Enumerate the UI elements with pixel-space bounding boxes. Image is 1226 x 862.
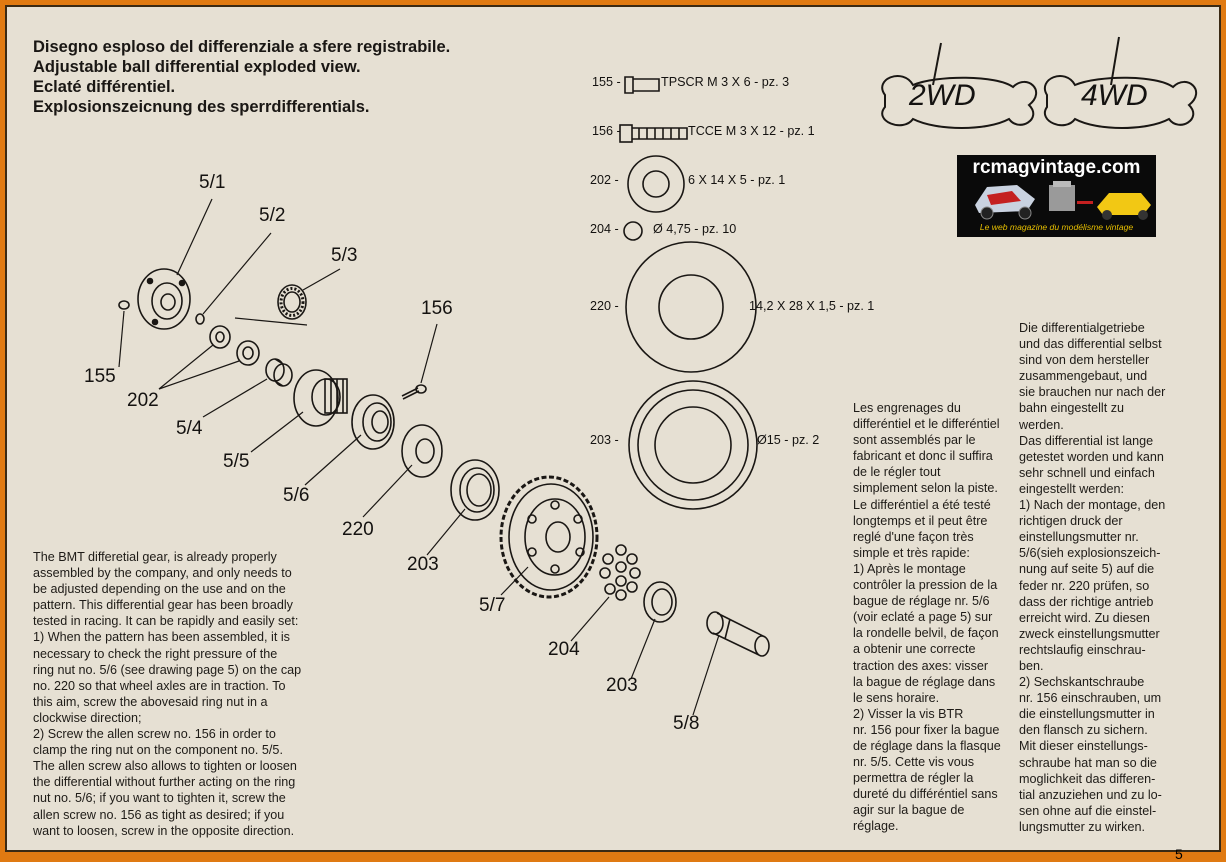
part-156-desc: TCCE M 3 X 12 - pz. 1 — [688, 124, 815, 138]
label-202: 202 — [127, 390, 159, 411]
part-5-1-cap — [138, 269, 190, 329]
de-line: tial anzuziehen und zu lo- — [1019, 787, 1162, 802]
de-line: Mit dieser einstellungs- — [1019, 739, 1148, 754]
de-line: erreicht wird. Zu diesen — [1019, 610, 1150, 625]
part-5-5-hub — [294, 370, 347, 426]
de-line: moglichkeit das differen- — [1019, 771, 1156, 786]
part-220-number: 220 - — [590, 299, 619, 313]
de-line: die einstellungsmutter in — [1019, 707, 1155, 722]
fr-line: nr. 156 pour fixer la bague — [853, 722, 1000, 737]
fr-line: dureté du différéntiel sans — [853, 787, 998, 802]
de-line: nung auf seite 5) auf die — [1019, 562, 1155, 577]
de-line: dass der richtige antrieb — [1019, 594, 1154, 609]
fr-line: contrôler la pression de la — [853, 578, 998, 593]
part-203-washer-lower — [644, 582, 676, 622]
fr-line: bague de réglage nr. 5/6 — [853, 594, 990, 609]
de-line: ben. — [1019, 658, 1044, 673]
en-line: ring nut no. 5/6 (see drawing page 5) on the cap — [33, 662, 302, 677]
label-5-3: 5/3 — [331, 245, 358, 266]
page-number: 5 — [1175, 846, 1183, 862]
de-line: 1) Nach der montage, den — [1019, 498, 1166, 513]
label-220: 220 — [342, 519, 374, 540]
de-line: richtigen druck der — [1019, 514, 1123, 529]
title-line-fr: Eclaté différentiel. — [33, 78, 176, 96]
label-156: 156 — [421, 298, 453, 319]
part-202-number: 202 - — [590, 173, 619, 187]
badge-2wd: 2WD — [909, 79, 976, 112]
fr-line: Le differéntiel a été testé — [853, 497, 991, 512]
fr-line: réglage. — [853, 819, 899, 834]
en-line: necessary to check the right pressure of the — [33, 646, 278, 661]
de-line: werden. — [1019, 417, 1064, 432]
part-5-8-shaft — [707, 612, 769, 656]
fr-line: a obtenir une correcte — [853, 642, 976, 657]
label-155: 155 — [84, 366, 116, 387]
en-line: assembled by the company, and only needs to — [33, 566, 292, 581]
de-line: eingestellt werden: — [1019, 481, 1125, 496]
en-line: be adjusted depending on the use and on the — [33, 582, 286, 597]
de-line: rechtslaufig einschrau- — [1019, 642, 1146, 657]
label-203-upper: 203 — [407, 554, 439, 575]
part-5-2-ring — [196, 314, 204, 324]
de-line: und das differential selbst — [1019, 337, 1162, 352]
fr-line: differéntiel et le differéntiel — [853, 417, 1000, 432]
logo-subtitle: Le web magazine du modélisme vintage — [979, 222, 1134, 232]
label-5-5: 5/5 — [223, 451, 250, 472]
title-line-de: Explosionszeicnung des sperrdifferentials. — [33, 98, 370, 116]
part-155-set-screw — [119, 301, 129, 309]
de-line: sind von dem hersteller — [1019, 353, 1150, 368]
de-line: nr. 156 einschrauben, um — [1019, 691, 1162, 706]
fr-line: longtemps et il peut être — [853, 513, 988, 528]
de-line: feder nr. 220 prüfen, so — [1019, 578, 1150, 593]
de-line: zusammengebaut, und — [1019, 369, 1148, 384]
en-line: clamp the ring nut on the component no. 5/5. — [33, 743, 283, 758]
en-line: clockwise direction; — [33, 710, 142, 725]
paragraph-english — [33, 549, 313, 839]
part-156-allen-screw — [402, 385, 426, 399]
fr-line: la rondelle belvil, de façon — [853, 626, 999, 641]
paragraph-french — [853, 400, 1009, 835]
de-line: einstellungsmutter nr. — [1019, 530, 1139, 545]
fr-line: permettra de régler la — [853, 771, 974, 786]
part-203-number: 203 - — [590, 433, 619, 447]
label-5-2: 5/2 — [259, 205, 286, 226]
parts-list-icons — [620, 77, 757, 509]
de-line: sehr schnell und einfach — [1019, 465, 1155, 480]
de-line: getestet worden und kann — [1019, 449, 1164, 464]
title-line-it: Disegno esploso del differenziale a sfere registrabile. — [33, 38, 451, 56]
de-line: den flansch zu sichern. — [1019, 723, 1148, 738]
fr-line: le sens horaire. — [853, 690, 940, 705]
part-5-6-ring-nut — [352, 395, 394, 449]
part-204-desc: Ø 4,75 - pz. 10 — [653, 222, 737, 236]
label-5-6: 5/6 — [283, 485, 310, 506]
en-line: the differential without further acting on the ring — [33, 775, 296, 790]
fr-line: Les engrenages du — [853, 401, 961, 415]
label-203-lower: 203 — [606, 675, 638, 696]
fr-line: reglé d'une façon très — [853, 529, 974, 544]
de-line: lungsmutter zu wirken. — [1019, 819, 1145, 834]
fr-line: nr. 5/5. Cette vis vous — [853, 755, 975, 770]
de-line: 5/6(sieh explosionszeich- — [1019, 546, 1161, 561]
fr-line: simplement selon la piste. — [853, 481, 998, 496]
de-line: Das differential ist lange — [1019, 433, 1154, 448]
fr-line: simple et très rapide: — [853, 545, 970, 560]
fr-line: 2) Visser la vis BTR — [853, 706, 964, 721]
rcmagvintage-logo — [957, 155, 1156, 237]
part-204-balls — [600, 545, 640, 600]
fr-line: sont assemblés par le — [853, 433, 976, 448]
de-line: sen ohne auf die einstel- — [1019, 803, 1157, 818]
fr-line: de le régler tout — [853, 465, 941, 480]
label-5-8: 5/8 — [673, 713, 700, 734]
part-203-desc: Ø15 - pz. 2 — [757, 433, 820, 447]
fr-line: de réglage dans la flasque — [853, 738, 1001, 753]
label-5-1: 5/1 — [199, 172, 226, 193]
fr-line: (voir eclaté a page 5) sur — [853, 610, 993, 625]
en-line: tested in racing. It can be rapidly and easily set: — [33, 614, 299, 629]
part-156-number: 156 - — [592, 124, 621, 138]
en-line: The BMT differetial gear, is already properly — [33, 550, 277, 564]
fr-line: 1) Après le montage — [853, 561, 966, 576]
en-line: allen screw no. 156 as tight as desired; if you — [33, 807, 285, 822]
badge-4wd: 4WD — [1081, 79, 1148, 112]
fr-line: fabricant et donc il suffira — [853, 449, 993, 464]
logo-title: rcmagvintage.com — [972, 157, 1141, 178]
de-line: Die differentialgetriebe — [1019, 321, 1145, 335]
en-line: this aim, screw the abovesaid ring nut in a — [33, 694, 268, 709]
en-line: want to loosen, screw in the opposite direction. — [33, 823, 295, 838]
label-5-4: 5/4 — [176, 418, 203, 439]
part-220-desc: 14,2 X 28 X 1,5 - pz. 1 — [749, 299, 875, 313]
part-204-number: 204 - — [590, 222, 619, 236]
part-5-3-bearing — [278, 285, 306, 319]
label-5-7: 5/7 — [479, 595, 506, 616]
de-line: schraube hat man so die — [1019, 755, 1157, 770]
part-203-thrust-washer — [451, 460, 499, 520]
part-5-7-gear — [501, 477, 597, 597]
fr-line: agir sur la bague de — [853, 803, 965, 818]
fr-line: traction des axes: visser — [853, 658, 989, 673]
en-line: 1) When the pattern has been assembled, it is — [33, 630, 290, 645]
paragraph-german — [1019, 320, 1181, 835]
en-line: no. 220 so that wheel axles are in traction. To — [33, 678, 286, 693]
en-line: nut no. 5/6; if you want to tighten it, screw the — [33, 791, 286, 806]
part-5-4-bush — [266, 359, 292, 386]
part-155-desc: TPSCR M 3 X 6 - pz. 3 — [661, 75, 790, 89]
title-line-en: Adjustable ball differential exploded view. — [33, 58, 361, 76]
en-line: pattern. This differential gear has been broadly — [33, 598, 293, 613]
de-line: bahn eingestellt zu — [1019, 401, 1125, 416]
de-line: sie brauchen nur nach der — [1019, 385, 1166, 400]
en-line: 2) Screw the allen screw no. 156 in order to — [33, 727, 276, 742]
de-line: zweck einstellungsmutter — [1019, 626, 1160, 641]
part-202-desc: 6 X 14 X 5 - pz. 1 — [688, 173, 786, 187]
part-202-washers — [210, 326, 259, 365]
page-title — [33, 37, 450, 117]
manual-page — [5, 5, 1221, 862]
en-line: The allen screw also allows to tighten or loosen — [33, 759, 297, 774]
label-204: 204 — [548, 639, 580, 660]
fr-line: la bague de réglage dans — [853, 674, 996, 689]
de-line: 2) Sechskantschraube — [1019, 675, 1145, 690]
part-155-number: 155 - — [592, 75, 621, 89]
